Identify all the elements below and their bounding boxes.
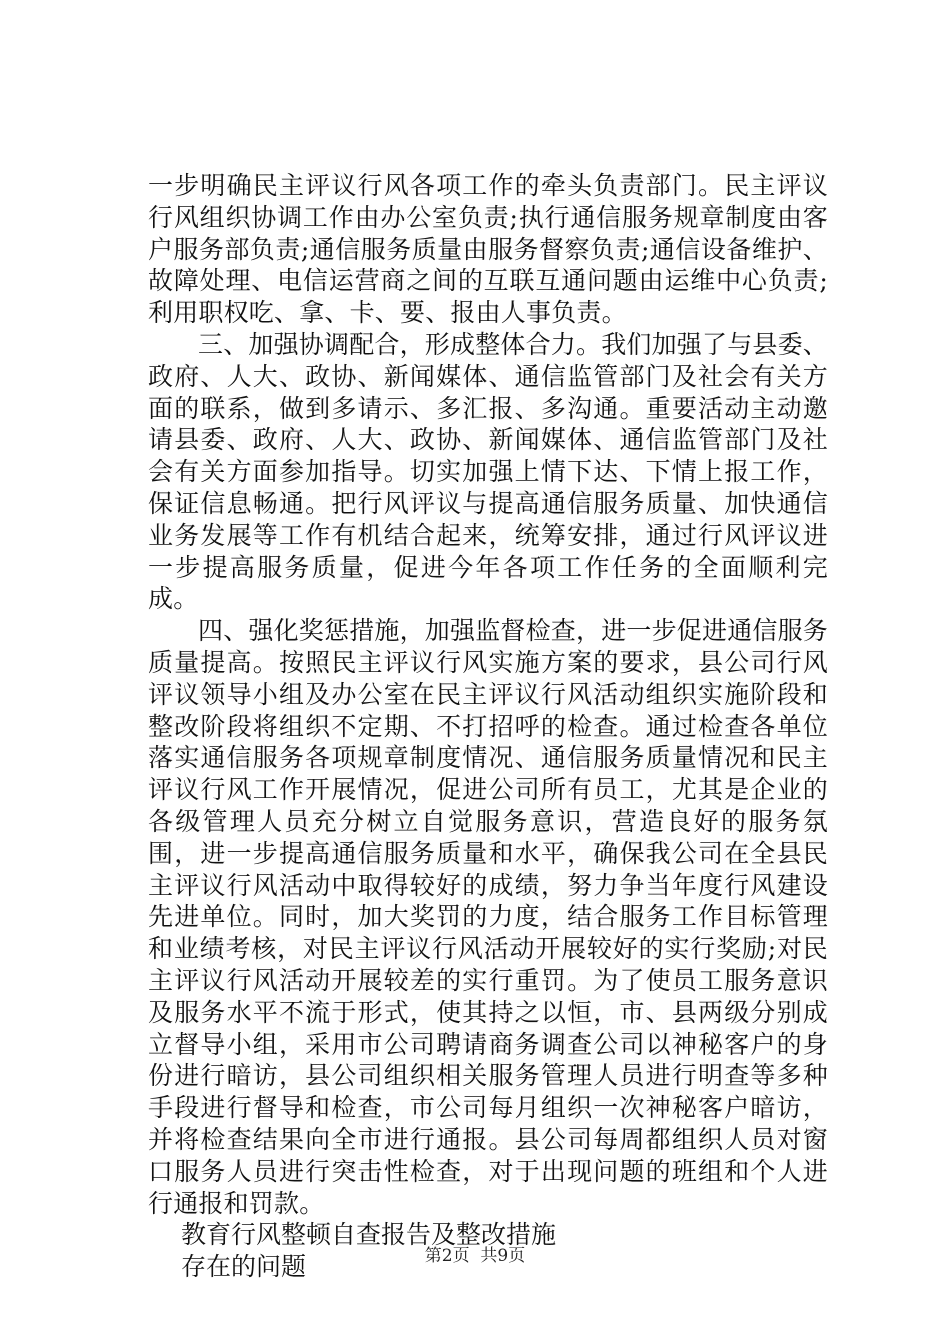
page-total: 共9页 — [480, 1246, 526, 1266]
heading-report-title: 教育行风整顿自查报告及整改措施 — [181, 1220, 557, 1250]
heading-existing-problems: 存在的问题 — [181, 1252, 307, 1282]
paragraph-continuation: 一步明确民主评议行风各项工作的牵头负责部门。民主评议行风组织协调工作由办公室负责;执行通信服务规章制度由客户服务部负责;通信服务质量由服务督察负责;通信设备维护、故障处理、电信运营商之间的互联互通问题由运维中心负责;利用职权吃、拿、卡、要、报由人事负责。 — [148, 171, 828, 328]
page-number: 第2页 — [424, 1246, 470, 1266]
document-body — [148, 170, 828, 1283]
page-footer — [0, 1245, 950, 1267]
paragraph-section-four: 四、强化奖惩措施，加强监督检查，进一步促进通信服务质量提高。按照民主评议行风实施方案的要求，县公司行风评议领导小组及办公室在民主评议行风活动组织实施阶段和整改阶段将组织不定期、不打招呼的检查。通过检查各单位落实通信服务各项规章制度情况、通信服务质量情况和民主评议行风工作开展情况，促进公司所有员工，尤其是企业的各级管理人员充分树立自觉服务意识，营造良好的服务氛围，进一步提高通信服务质量和水平，确保我公司在全县民主评议行风活动中取得较好的成绩，努力争当年度行风建设先进单位。同时，加大奖罚的力度，结合服务工作目标管理和业绩考核，对民主评议行风活动开展较好的实行奖励;对民主评议行风活动开展较差的实行重罚。为了使员工服务意识及服务水平不流于形式，使其持之以恒，市、县两级分别成立督导小组，采用市公司聘请商务调查公司以神秘客户的身份进行暗访，县公司组织相关服务管理人员进行明查等多种手段进行督导和检查，市公司每月组织一次神秘客户暗访，并将检查结果向全市进行通报。县公司每周都组织人员对窗口服务人员进行突击性检查，对于出现问题的班组和个人进行通报和罚款。 — [148, 616, 829, 1218]
paragraph-section-three: 三、加强协调配合，形成整体合力。我们加强了与县委、政府、人大、政协、新闻媒体、通信监管部门及社会有关方面的联系，做到多请示、多汇报、多沟通。重要活动主动邀请县委、政府、人大、政协、新闻媒体、通信监管部门及社会有关方面参加指导。切实加强上情下达、下情上报工作，保证信息畅通。把行风评议与提高通信服务质量、加快通信业务发展等工作有机结合起来，统筹安排，通过行风评议进一步提高服务质量，促进今年各项工作任务的全面顺利完成。 — [148, 329, 829, 614]
